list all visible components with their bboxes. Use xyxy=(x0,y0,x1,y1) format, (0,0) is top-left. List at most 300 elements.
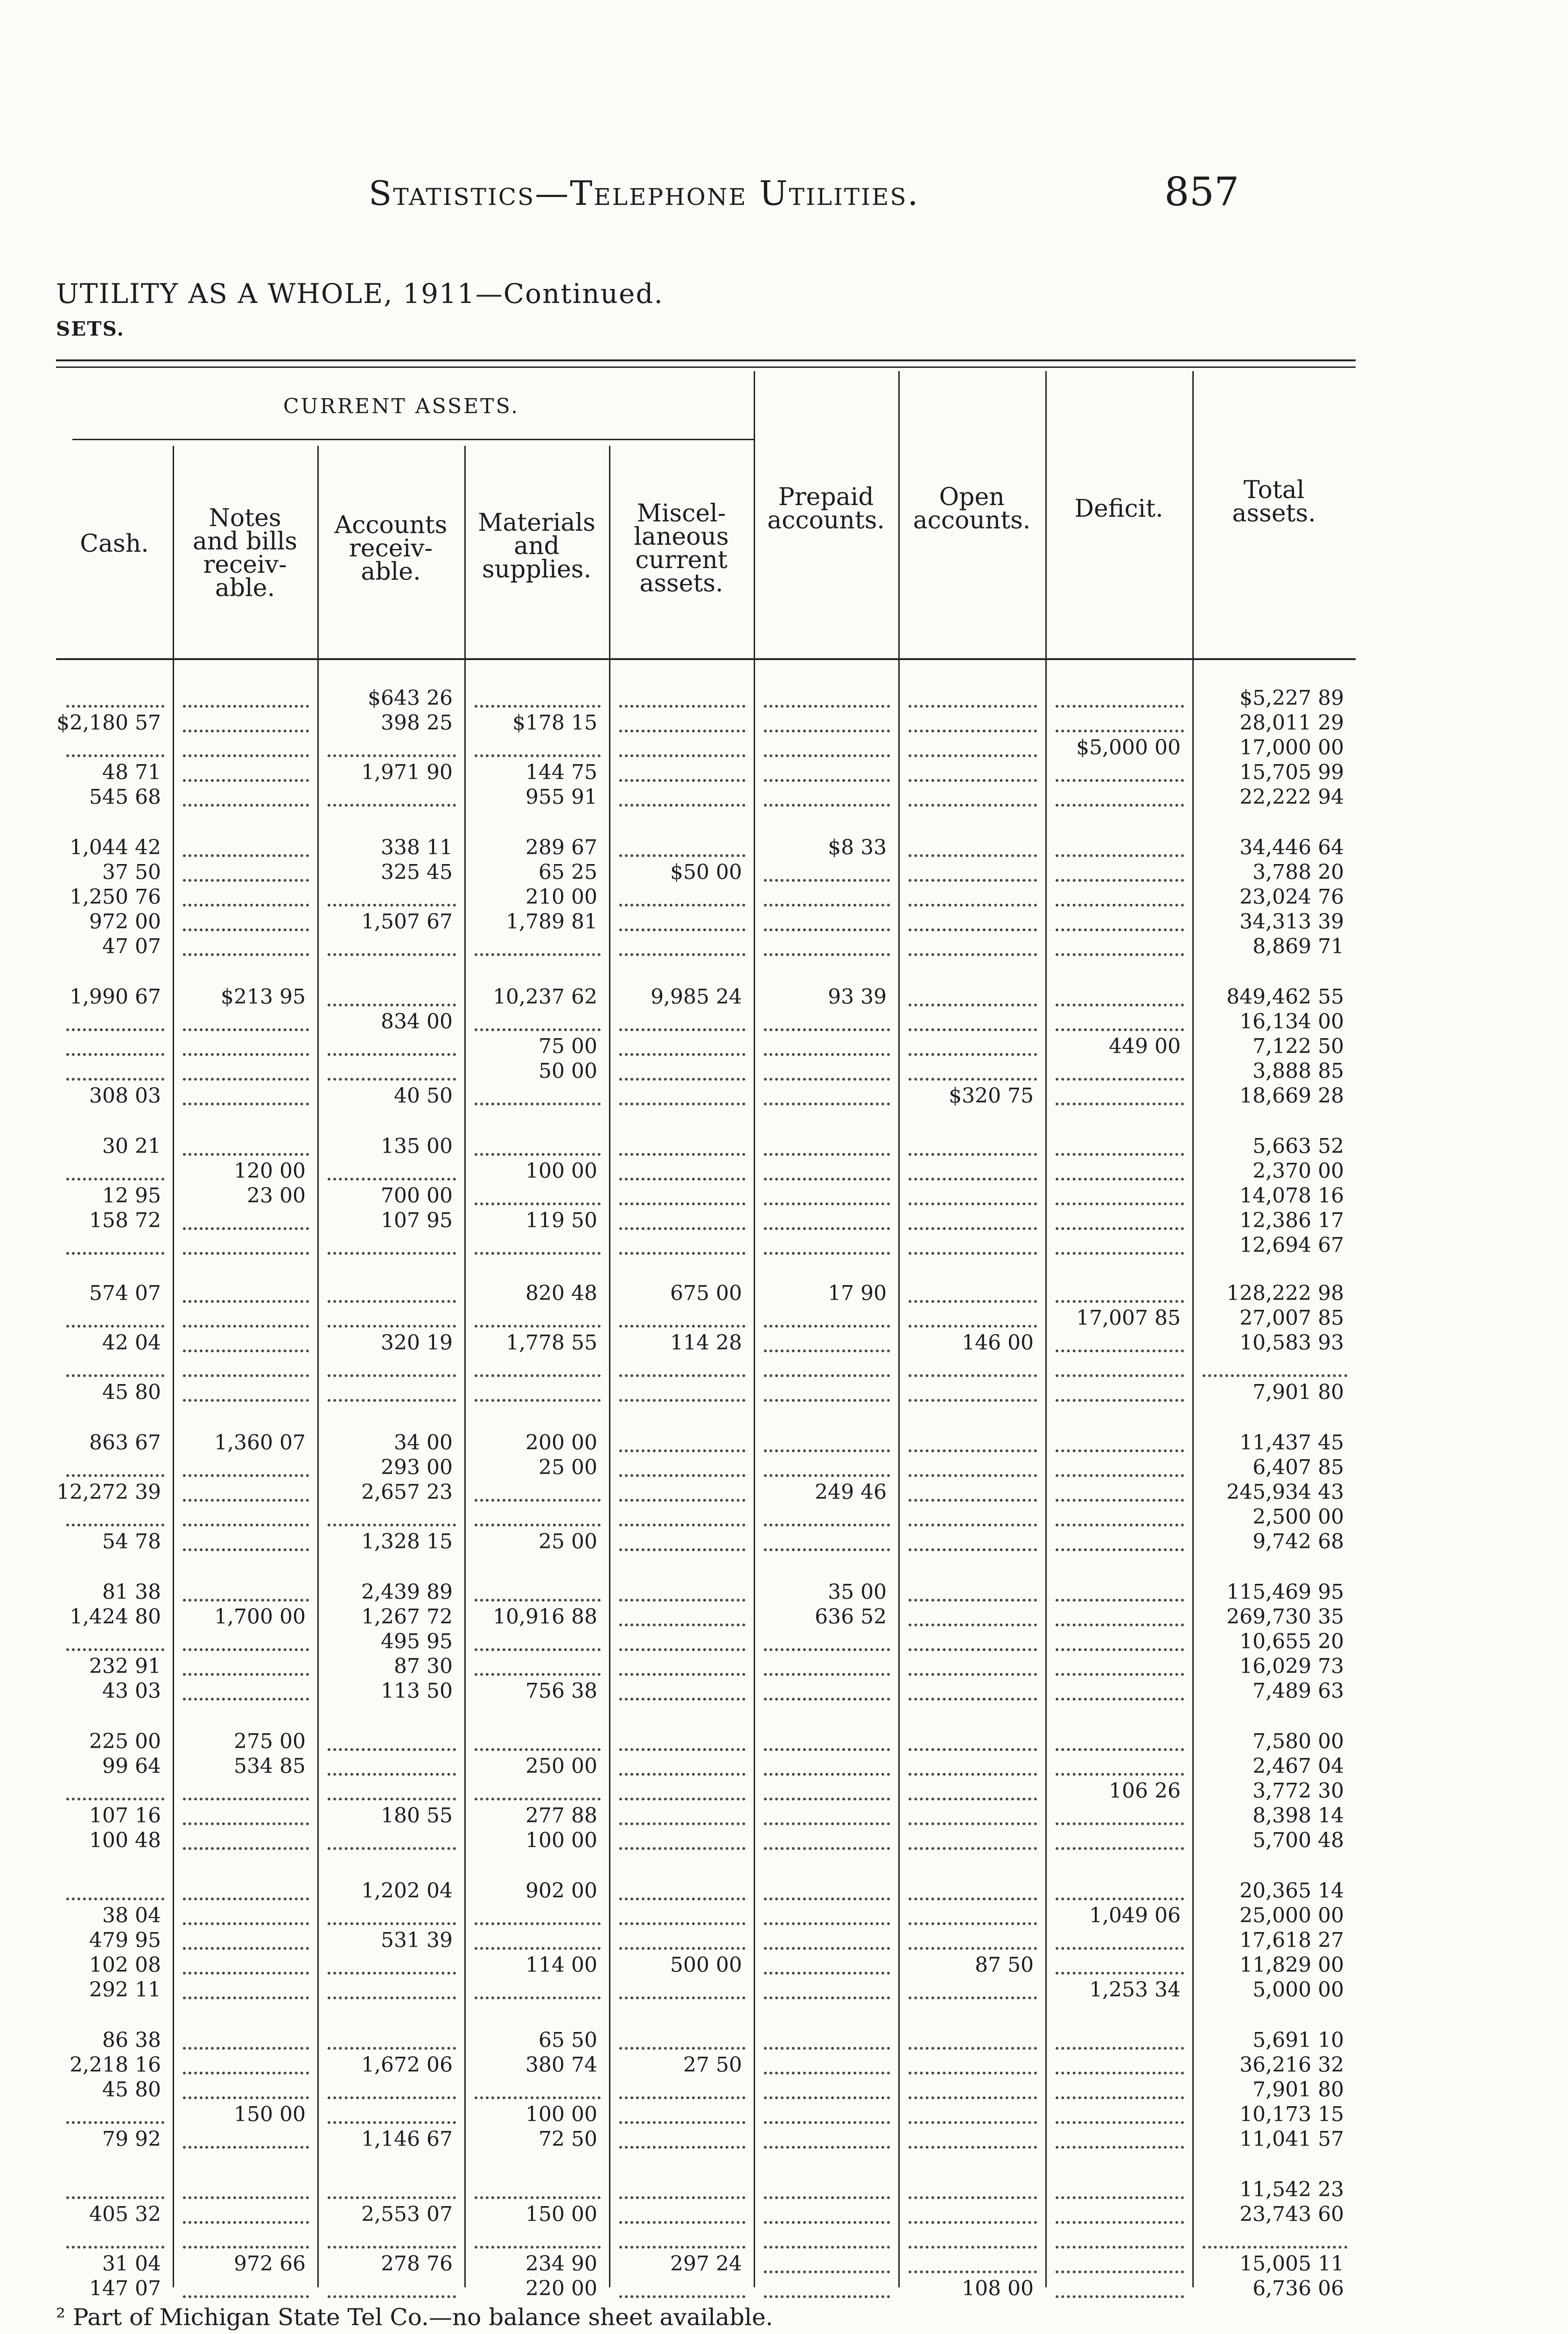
leader-dots xyxy=(764,1028,890,1031)
leader-dots xyxy=(66,1898,164,1900)
cell-cash: 12,272 39 xyxy=(56,1480,161,1504)
cell-total: 9,742 68 xyxy=(1253,1530,1344,1554)
column-rule xyxy=(1045,371,1047,2287)
leader-dots xyxy=(1056,2047,1184,2050)
leader-dots xyxy=(619,1227,745,1230)
cell-materials: 1,778 55 xyxy=(506,1331,597,1355)
leader-dots xyxy=(909,1822,1037,1825)
leader-dots xyxy=(764,1922,890,1925)
leader-dots xyxy=(475,1673,601,1676)
cell-accounts: 113 50 xyxy=(381,1679,453,1703)
leader-dots xyxy=(1056,804,1184,807)
col-header-misc: Miscel- laneous current assets. xyxy=(634,499,729,598)
cell-cash: 545 68 xyxy=(89,785,161,809)
leader-dots xyxy=(183,730,309,732)
cell-cash: 574 07 xyxy=(89,1281,161,1305)
running-head: Statistics—Telephone Utilities. xyxy=(369,174,920,213)
leader-dots xyxy=(909,2121,1037,2124)
leader-dots xyxy=(328,1252,456,1255)
cell-total: 11,437 45 xyxy=(1239,1431,1344,1455)
leader-dots xyxy=(619,754,745,757)
leader-dots xyxy=(909,1922,1037,1925)
cell-cash: 43 03 xyxy=(102,1679,161,1703)
leader-dots xyxy=(183,2072,309,2074)
leader-dots xyxy=(764,2271,890,2273)
cell-notes: 150 00 xyxy=(234,2102,306,2126)
leader-dots xyxy=(909,1078,1037,1081)
leader-dots xyxy=(764,1947,890,1950)
cell-materials: 50 00 xyxy=(539,1059,597,1083)
leader-dots xyxy=(764,2096,890,2099)
cell-total: 6,407 85 xyxy=(1253,1455,1344,1479)
leader-dots xyxy=(909,1178,1037,1181)
cell-cash: 30 21 xyxy=(102,1134,161,1158)
rule-line xyxy=(56,366,1356,368)
leader-dots xyxy=(328,1374,456,1377)
leader-dots xyxy=(619,1748,745,1751)
table-subtitle-fragment: SETS. xyxy=(56,317,125,340)
leader-dots xyxy=(328,1078,456,1081)
cell-accounts: 1,672 06 xyxy=(361,2053,453,2077)
cell-materials: 100 00 xyxy=(525,1828,597,1852)
leader-dots xyxy=(328,1798,456,1800)
leader-dots xyxy=(619,1673,745,1676)
leader-dots xyxy=(183,1847,309,1850)
leader-dots xyxy=(764,2246,890,2249)
cell-total: 16,134 00 xyxy=(1239,1010,1344,1033)
column-rule xyxy=(317,446,319,2287)
cell-cash: 972 00 xyxy=(89,910,161,934)
cell-materials: 955 91 xyxy=(525,785,597,809)
leader-dots xyxy=(909,730,1037,732)
leader-dots xyxy=(1056,904,1184,907)
leader-dots xyxy=(1056,2121,1184,2124)
leader-dots xyxy=(183,2146,309,2149)
leader-dots xyxy=(909,2072,1037,2074)
cell-total: 5,691 10 xyxy=(1253,2028,1344,2052)
leader-dots xyxy=(764,1350,890,1352)
cell-total: 7,901 80 xyxy=(1253,1380,1344,1404)
leader-dots xyxy=(1056,1178,1184,1181)
cell-accounts: 1,202 04 xyxy=(361,1879,453,1903)
leader-dots xyxy=(619,854,745,857)
leader-dots xyxy=(764,2196,890,2199)
leader-dots xyxy=(619,705,745,708)
cell-materials: 380 74 xyxy=(525,2053,597,2077)
cell-cash: 45 80 xyxy=(102,1380,161,1404)
cell-accounts: 338 11 xyxy=(381,836,453,859)
leader-dots xyxy=(475,1499,601,1502)
leader-dots xyxy=(764,1673,890,1676)
column-rule xyxy=(173,446,174,2287)
cell-open: 146 00 xyxy=(962,1331,1034,1355)
leader-dots xyxy=(909,1474,1037,1477)
leader-dots xyxy=(619,1599,745,1602)
cell-accounts: 834 00 xyxy=(381,1010,453,1033)
leader-dots xyxy=(66,1374,164,1377)
cell-total: 269,730 35 xyxy=(1226,1605,1344,1629)
cell-notes: 120 00 xyxy=(234,1159,306,1183)
column-rule xyxy=(609,446,610,2287)
leader-dots xyxy=(66,1028,164,1031)
cell-total: 5,663 52 xyxy=(1253,1134,1344,1158)
leader-dots xyxy=(1056,1474,1184,1477)
leader-dots xyxy=(328,1922,456,1925)
cell-accounts: 278 76 xyxy=(381,2252,453,2276)
leader-dots xyxy=(183,2096,309,2099)
leader-dots xyxy=(1056,1773,1184,1776)
leader-dots xyxy=(909,1374,1037,1377)
leader-dots xyxy=(909,1599,1037,1602)
current-assets-group-header: CURRENT ASSETS. xyxy=(283,394,520,418)
cell-materials: 119 50 xyxy=(525,1209,597,1232)
leader-dots xyxy=(619,2246,745,2249)
table-subtitle: UTILITY AS A WHOLE, 1911—Continued. xyxy=(56,278,664,309)
column-rule xyxy=(898,371,900,2287)
cell-accounts: 87 30 xyxy=(394,1654,453,1678)
leader-dots xyxy=(66,1053,164,1056)
leader-dots xyxy=(619,1922,745,1925)
leader-dots xyxy=(1056,953,1184,956)
leader-dots xyxy=(1056,2221,1184,2224)
leader-dots xyxy=(1056,1004,1184,1006)
leader-dots xyxy=(183,854,309,857)
leader-dots xyxy=(475,1798,601,1800)
cell-materials: 25 00 xyxy=(539,1455,597,1479)
cell-accounts: 1,507 67 xyxy=(361,910,453,934)
cell-total: 2,370 00 xyxy=(1253,1159,1344,1183)
leader-dots xyxy=(619,2196,745,2199)
col-header-cash: Cash. xyxy=(80,530,149,558)
cell-materials: 100 00 xyxy=(525,2102,597,2126)
cell-total: 7,901 80 xyxy=(1253,2078,1344,2102)
leader-dots xyxy=(183,1972,309,1975)
cell-materials: 144 75 xyxy=(525,760,597,784)
leader-dots xyxy=(183,1103,309,1105)
leader-dots xyxy=(619,1997,745,1999)
leader-dots xyxy=(183,1028,309,1031)
leader-dots xyxy=(909,1997,1037,1999)
leader-dots xyxy=(1056,1449,1184,1452)
leader-dots xyxy=(764,1078,890,1081)
leader-dots xyxy=(1056,1548,1184,1551)
cell-deficit: 1,253 34 xyxy=(1089,1978,1181,2002)
leader-dots xyxy=(183,779,309,782)
leader-dots xyxy=(619,1822,745,1825)
cell-cash: 12 95 xyxy=(102,1184,161,1208)
leader-dots xyxy=(909,1748,1037,1751)
cell-accounts: 700 00 xyxy=(381,1184,453,1208)
leader-dots xyxy=(183,1399,309,1402)
cell-total: 7,489 63 xyxy=(1253,1679,1344,1703)
cell-cash: 38 04 xyxy=(102,1904,161,1927)
cell-accounts: 1,267 72 xyxy=(361,1605,453,1629)
leader-dots xyxy=(328,1972,456,1975)
leader-dots xyxy=(909,1524,1037,1526)
leader-dots xyxy=(183,1078,309,1081)
cell-total: 15,705 99 xyxy=(1239,760,1344,784)
leader-dots xyxy=(619,2146,745,2149)
cell-total: 36,216 32 xyxy=(1239,2053,1344,2077)
leader-dots xyxy=(475,1947,601,1950)
cell-accounts: 107 95 xyxy=(381,1209,453,1232)
cell-materials: 65 50 xyxy=(539,2028,597,2052)
cell-cash: 1,424 80 xyxy=(70,1605,161,1629)
cell-cash: 99 64 xyxy=(102,1754,161,1778)
leader-dots xyxy=(66,1178,164,1181)
leader-dots xyxy=(619,1178,745,1181)
leader-dots xyxy=(328,754,456,757)
leader-dots xyxy=(619,1474,745,1477)
leader-dots xyxy=(764,1178,890,1181)
cell-total: 2,467 04 xyxy=(1253,1754,1344,1778)
leader-dots xyxy=(764,1748,890,1751)
cell-total: 3,772 30 xyxy=(1253,1779,1344,1803)
cell-accounts: 398 25 xyxy=(381,711,453,735)
rule-line xyxy=(72,439,754,440)
leader-dots xyxy=(328,1300,456,1303)
leader-dots xyxy=(183,1325,309,1328)
cell-cash: 48 71 xyxy=(102,760,161,784)
leader-dots xyxy=(66,705,164,708)
leader-dots xyxy=(1056,2072,1184,2074)
cell-total: 3,788 20 xyxy=(1253,860,1344,884)
leader-dots xyxy=(328,1053,456,1056)
leader-dots xyxy=(66,2121,164,2124)
cell-cash: 225 00 xyxy=(89,1729,161,1753)
leader-dots xyxy=(328,2121,456,2124)
leader-dots xyxy=(183,1374,309,1377)
leader-dots xyxy=(328,1773,456,1776)
cell-accounts: 531 39 xyxy=(381,1928,453,1952)
leader-dots xyxy=(328,1325,456,1328)
cell-accounts: 1,328 15 xyxy=(361,1530,453,1554)
leader-dots xyxy=(1056,1227,1184,1230)
leader-dots xyxy=(1056,1300,1184,1303)
leader-dots xyxy=(183,1300,309,1303)
leader-dots xyxy=(619,1053,745,1056)
leader-dots xyxy=(764,1648,890,1651)
leader-dots xyxy=(619,1773,745,1776)
leader-dots xyxy=(328,1399,456,1402)
leader-dots xyxy=(1056,1673,1184,1676)
leader-dots xyxy=(183,1947,309,1950)
cell-materials: 277 88 xyxy=(525,1804,597,1828)
cell-total: 115,469 95 xyxy=(1226,1580,1344,1604)
leader-dots xyxy=(764,1698,890,1701)
leader-dots xyxy=(764,1053,890,1056)
leader-dots xyxy=(183,2221,309,2224)
cell-prepaid: $8 33 xyxy=(828,836,887,859)
leader-dots xyxy=(328,1004,456,1006)
leader-dots xyxy=(328,1748,456,1751)
leader-dots xyxy=(909,1648,1037,1651)
cell-cash: 308 03 xyxy=(89,1084,161,1108)
leader-dots xyxy=(909,1947,1037,1950)
leader-dots xyxy=(183,1524,309,1526)
leader-dots xyxy=(764,1449,890,1452)
leader-dots xyxy=(619,1449,745,1452)
leader-dots xyxy=(909,1898,1037,1900)
leader-dots xyxy=(909,2047,1037,2050)
leader-dots xyxy=(909,1499,1037,1502)
leader-dots xyxy=(619,2295,745,2298)
cell-materials: 200 00 xyxy=(525,1431,597,1455)
leader-dots xyxy=(475,754,601,757)
leader-dots xyxy=(475,1103,601,1105)
leader-dots xyxy=(619,1252,745,1255)
leader-dots xyxy=(619,1898,745,1900)
leader-dots xyxy=(764,2221,890,2224)
leader-dots xyxy=(183,754,309,757)
leader-dots xyxy=(1056,1698,1184,1701)
leader-dots xyxy=(764,1548,890,1551)
cell-total: 23,743 60 xyxy=(1239,2202,1344,2226)
leader-dots xyxy=(183,1153,309,1156)
leader-dots xyxy=(1056,1499,1184,1502)
cell-deficit: 17,007 85 xyxy=(1076,1306,1181,1330)
leader-dots xyxy=(66,1078,164,1081)
cell-total: 17,000 00 xyxy=(1239,736,1344,759)
leader-dots xyxy=(1056,1822,1184,1825)
cell-deficit: $5,000 00 xyxy=(1076,736,1181,759)
cell-materials: 756 38 xyxy=(525,1679,597,1703)
cell-total: 10,655 20 xyxy=(1239,1630,1344,1653)
cell-cash: 54 78 xyxy=(102,1530,161,1554)
leader-dots xyxy=(183,879,309,882)
leader-dots xyxy=(764,1474,890,1477)
cell-total: 5,700 48 xyxy=(1253,1828,1344,1852)
leader-dots xyxy=(328,2096,456,2099)
leader-dots xyxy=(1056,2246,1184,2249)
cell-notes: 972 66 xyxy=(234,2252,306,2276)
leader-dots xyxy=(183,1499,309,1502)
leader-dots xyxy=(475,2096,601,2099)
leader-dots xyxy=(328,1997,456,1999)
leader-dots xyxy=(909,1325,1037,1328)
leader-dots xyxy=(183,804,309,807)
cell-prepaid: 17 90 xyxy=(828,1281,887,1305)
leader-dots xyxy=(909,804,1037,807)
leader-dots xyxy=(764,953,890,956)
leader-dots xyxy=(183,1053,309,1056)
footnote: ² Part of Michigan State Tel Co.—no balance sheet available. xyxy=(56,2304,773,2331)
leader-dots xyxy=(475,1399,601,1402)
leader-dots xyxy=(909,2221,1037,2224)
leader-dots xyxy=(66,2246,164,2249)
leader-dots xyxy=(328,1178,456,1181)
leader-dots xyxy=(909,754,1037,757)
leader-dots xyxy=(1056,1624,1184,1626)
leader-dots xyxy=(183,953,309,956)
leader-dots xyxy=(475,1374,601,1377)
cell-materials: 25 00 xyxy=(539,1530,597,1554)
cell-materials: 289 67 xyxy=(525,836,597,859)
leader-dots xyxy=(475,1202,601,1205)
cell-cash: $2,180 57 xyxy=(56,711,161,735)
leader-dots xyxy=(183,1252,309,1255)
leader-dots xyxy=(1056,1847,1184,1850)
leader-dots xyxy=(475,1325,601,1328)
leader-dots xyxy=(909,2146,1037,2149)
leader-dots xyxy=(475,1922,601,1925)
leader-dots xyxy=(909,779,1037,782)
leader-dots xyxy=(909,928,1037,931)
leader-dots xyxy=(764,779,890,782)
leader-dots xyxy=(66,1648,164,1651)
cell-total: 849,462 55 xyxy=(1226,985,1344,1009)
leader-dots xyxy=(764,2072,890,2074)
leader-dots xyxy=(183,1548,309,1551)
leader-dots xyxy=(475,2196,601,2199)
col-header-deficit: Deficit. xyxy=(1074,495,1163,523)
leader-dots xyxy=(66,1474,164,1477)
leader-dots xyxy=(619,1078,745,1081)
cell-total: 11,542 23 xyxy=(1239,2178,1344,2201)
leader-dots xyxy=(183,928,309,931)
leader-dots xyxy=(909,1227,1037,1230)
leader-dots xyxy=(1056,2295,1184,2298)
rule-line xyxy=(56,359,1356,361)
leader-dots xyxy=(1056,779,1184,782)
leader-dots xyxy=(1056,2096,1184,2099)
cell-accounts: 2,439 89 xyxy=(361,1580,453,1604)
leader-dots xyxy=(619,1648,745,1651)
cell-misc: 500 00 xyxy=(670,1953,742,1977)
leader-dots xyxy=(909,904,1037,907)
leader-dots xyxy=(183,1599,309,1602)
leader-dots xyxy=(764,904,890,907)
cell-cash: 107 16 xyxy=(89,1804,161,1828)
cell-prepaid: 636 52 xyxy=(815,1605,887,1629)
leader-dots xyxy=(183,1648,309,1651)
leader-dots xyxy=(764,754,890,757)
cell-prepaid: 93 39 xyxy=(828,985,887,1009)
cell-total: 22,222 94 xyxy=(1239,785,1344,809)
cell-materials: 65 25 xyxy=(539,860,597,884)
leader-dots xyxy=(619,2096,745,2099)
cell-total: 8,398 14 xyxy=(1253,1804,1344,1828)
cell-total: 7,580 00 xyxy=(1253,1729,1344,1753)
cell-misc: $50 00 xyxy=(670,860,742,884)
cell-accounts: 2,657 23 xyxy=(361,1480,453,1504)
cell-total: 17,618 27 xyxy=(1239,1928,1344,1952)
leader-dots xyxy=(183,1698,309,1701)
leader-dots xyxy=(619,904,745,907)
cell-materials: 220 00 xyxy=(525,2277,597,2300)
leader-dots xyxy=(1056,1524,1184,1526)
cell-total: 20,365 14 xyxy=(1239,1879,1344,1903)
leader-dots xyxy=(619,953,745,956)
cell-cash: 1,990 67 xyxy=(70,985,161,1009)
leader-dots xyxy=(909,879,1037,882)
cell-accounts: 135 00 xyxy=(381,1134,453,1158)
column-rule xyxy=(754,371,755,2287)
leader-dots xyxy=(66,1524,164,1526)
cell-total: 6,736 06 xyxy=(1253,2277,1344,2300)
cell-total: 5,000 00 xyxy=(1253,1978,1344,2002)
leader-dots xyxy=(183,2295,309,2298)
col-header-total: Total assets. xyxy=(1232,476,1316,527)
leader-dots xyxy=(183,1922,309,1925)
leader-dots xyxy=(1056,1947,1184,1950)
leader-dots xyxy=(1056,1898,1184,1900)
cell-cash: 79 92 xyxy=(102,2127,161,2151)
leader-dots xyxy=(764,1202,890,1205)
cell-cash: 37 50 xyxy=(102,860,161,884)
leader-dots xyxy=(909,705,1037,708)
leader-dots xyxy=(619,2221,745,2224)
